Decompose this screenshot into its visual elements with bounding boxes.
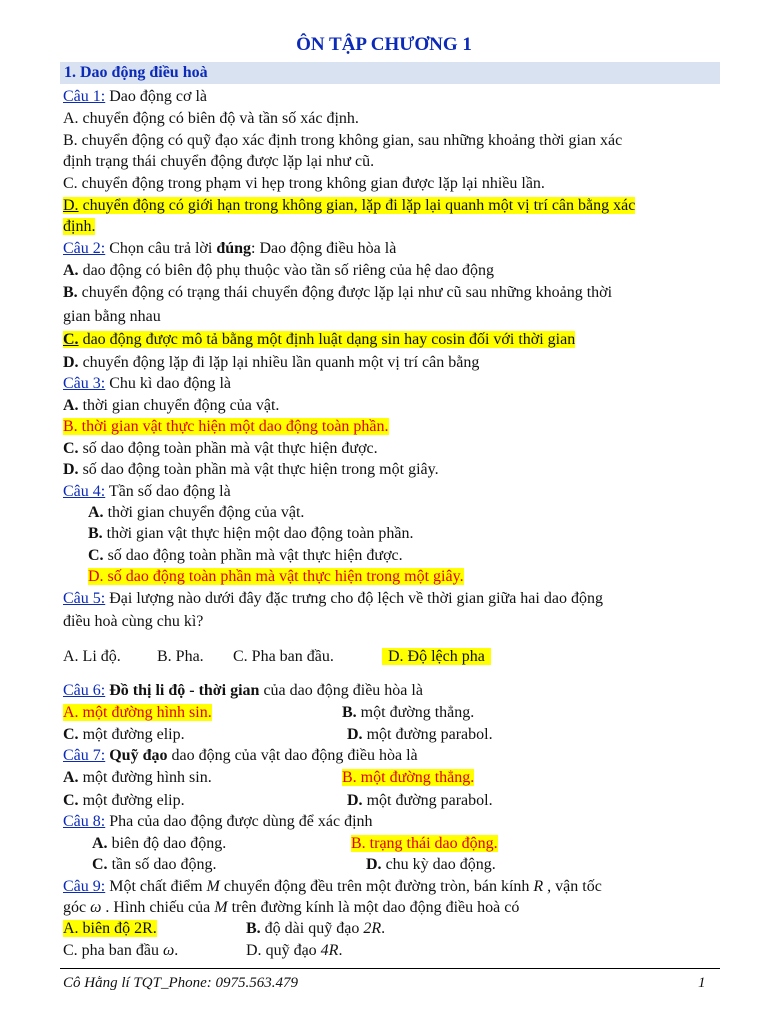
q5-stem-cont: điều hoà cùng chu kì? — [63, 613, 204, 630]
q8-stem: Câu 8: Pha của dao động được dùng để xác định — [63, 813, 373, 830]
page-title: ÔN TẬP CHƯƠNG 1 — [296, 34, 472, 55]
footer-divider — [60, 968, 720, 969]
section-heading: 1. Dao động điều hoà — [60, 62, 720, 84]
q1-option-a: A. chuyển động có biên độ và tần số xác định. — [63, 110, 359, 127]
q9-stem: Câu 9: Một chất điểm M chuyển động đều trên một đường tròn, bán kính R , vận tốc — [63, 878, 602, 895]
q6-option-c: C. một đường elip. — [63, 726, 185, 743]
q1-option-c: C. chuyển động trong phạm vi hẹp trong không gian được lặp lại nhiều lần. — [63, 175, 545, 192]
q1-option-b-cont: định trạng thái chuyển động được lặp lại như cũ. — [63, 153, 375, 170]
q2-option-c: C. dao động được mô tả bằng một định luật dạng sin hay cosin đối với thời gian — [63, 331, 576, 348]
q1-label: Câu 1: — [63, 88, 106, 105]
q5-option-d: D. Độ lệch pha — [382, 646, 491, 667]
q2-option-b: B. chuyển động có trạng thái chuyển động được lặp lại như cũ sau những khoảng thời — [63, 284, 613, 301]
q8-option-b: B. trạng thái dao động. — [351, 835, 498, 852]
q5-stem: Câu 5: Đại lượng nào dưới đây đặc trưng cho độ lệch về thời gian giữa hai dao động — [63, 590, 603, 607]
q2-label: Câu 2: — [63, 240, 106, 257]
q3-option-d: D. số dao động toàn phần mà vật thực hiện trong một giây. — [63, 461, 439, 478]
q6-option-a: A. một đường hình sin. — [63, 704, 212, 721]
q3-stem: Câu 3: Chu kì dao động là — [63, 375, 231, 392]
q3-option-a: A. thời gian chuyển động của vật. — [63, 397, 280, 414]
q9-option-c: C. pha ban đầu ω. — [63, 942, 179, 959]
q2-option-b-cont: gian bằng nhau — [63, 308, 161, 325]
q1-stem: Câu 1: Dao động cơ là — [63, 88, 207, 105]
q8-option-a: A. biên độ dao động. — [92, 835, 227, 852]
q4-label: Câu 4: — [63, 483, 106, 500]
q5-option-b: B. Pha. — [157, 648, 204, 665]
q5-option-c: C. Pha ban đầu. — [233, 648, 334, 665]
q6-option-b: B. một đường thẳng. — [342, 704, 475, 721]
q8-option-c: C. tần số dao động. — [92, 856, 217, 873]
q6-option-d: D. một đường parabol. — [347, 726, 493, 743]
q4-option-c: C. số dao động toàn phần mà vật thực hiện được. — [88, 547, 403, 564]
q7-option-a: A. một đường hình sin. — [63, 769, 212, 786]
q9-option-d: D. quỹ đạo 4R. — [246, 942, 343, 959]
q3-option-b: B. thời gian vật thực hiện một dao động toàn phần. — [63, 418, 389, 435]
q5-label: Câu 5: — [63, 590, 106, 607]
q2-option-d: D. chuyển động lặp đi lặp lại nhiều lần quanh một vị trí cân bằng — [63, 354, 480, 371]
q8-option-d: D. chu kỳ dao động. — [366, 856, 496, 873]
q9-option-a: A. biên độ 2R. — [63, 920, 157, 937]
q3-option-c: C. số dao động toàn phần mà vật thực hiện được. — [63, 440, 378, 457]
q2-stem: Câu 2: Chọn câu trả lời đúng: Dao động điều hòa là — [63, 240, 397, 257]
q4-stem: Câu 4: Tần số dao động là — [63, 483, 231, 500]
q1-option-d-cont: định. — [63, 218, 96, 235]
q1-option-b: B. chuyển động có quỹ đạo xác định trong không gian, sau những khoảng thời gian xác — [63, 132, 623, 149]
q8-label: Câu 8: — [63, 813, 106, 830]
q7-stem: Câu 7: Quỹ đạo dao động của vật dao động điều hòa là — [63, 747, 418, 764]
q7-option-b: B. một đường thẳng. — [342, 769, 475, 786]
q6-stem: Câu 6: Đồ thị li độ - thời gian của dao động điều hòa là — [63, 682, 423, 699]
q4-option-d: D. số dao động toàn phần mà vật thực hiện trong một giây. — [88, 568, 464, 585]
q2-option-a: A. dao động có biên độ phụ thuộc vào tần số riêng của hệ dao động — [63, 262, 495, 279]
footer-author: Cô Hằng lí TQT_Phone: 0975.563.479 — [63, 975, 299, 991]
page-number: 1 — [698, 975, 706, 991]
q9-stem-cont: góc ω . Hình chiếu của M trên đường kính là một dao động điều hoà có — [63, 899, 520, 916]
q4-option-b: B. thời gian vật thực hiện một dao động toàn phần. — [88, 525, 414, 542]
q6-label: Câu 6: — [63, 682, 106, 699]
q7-option-d: D. một đường parabol. — [347, 792, 493, 809]
q7-label: Câu 7: — [63, 747, 106, 764]
q9-option-b: B. độ dài quỹ đạo 2R. — [246, 920, 386, 937]
q9-label: Câu 9: — [63, 878, 106, 895]
q5-option-a: A. Li độ. — [63, 648, 121, 665]
q4-option-a: A. thời gian chuyển động của vật. — [88, 504, 305, 521]
q7-option-c: C. một đường elip. — [63, 792, 185, 809]
q1-option-d: D. chuyển động có giới hạn trong không gian, lặp đi lặp lại quanh một vị trí cân bằng xác — [63, 197, 636, 214]
q3-label: Câu 3: — [63, 375, 106, 392]
